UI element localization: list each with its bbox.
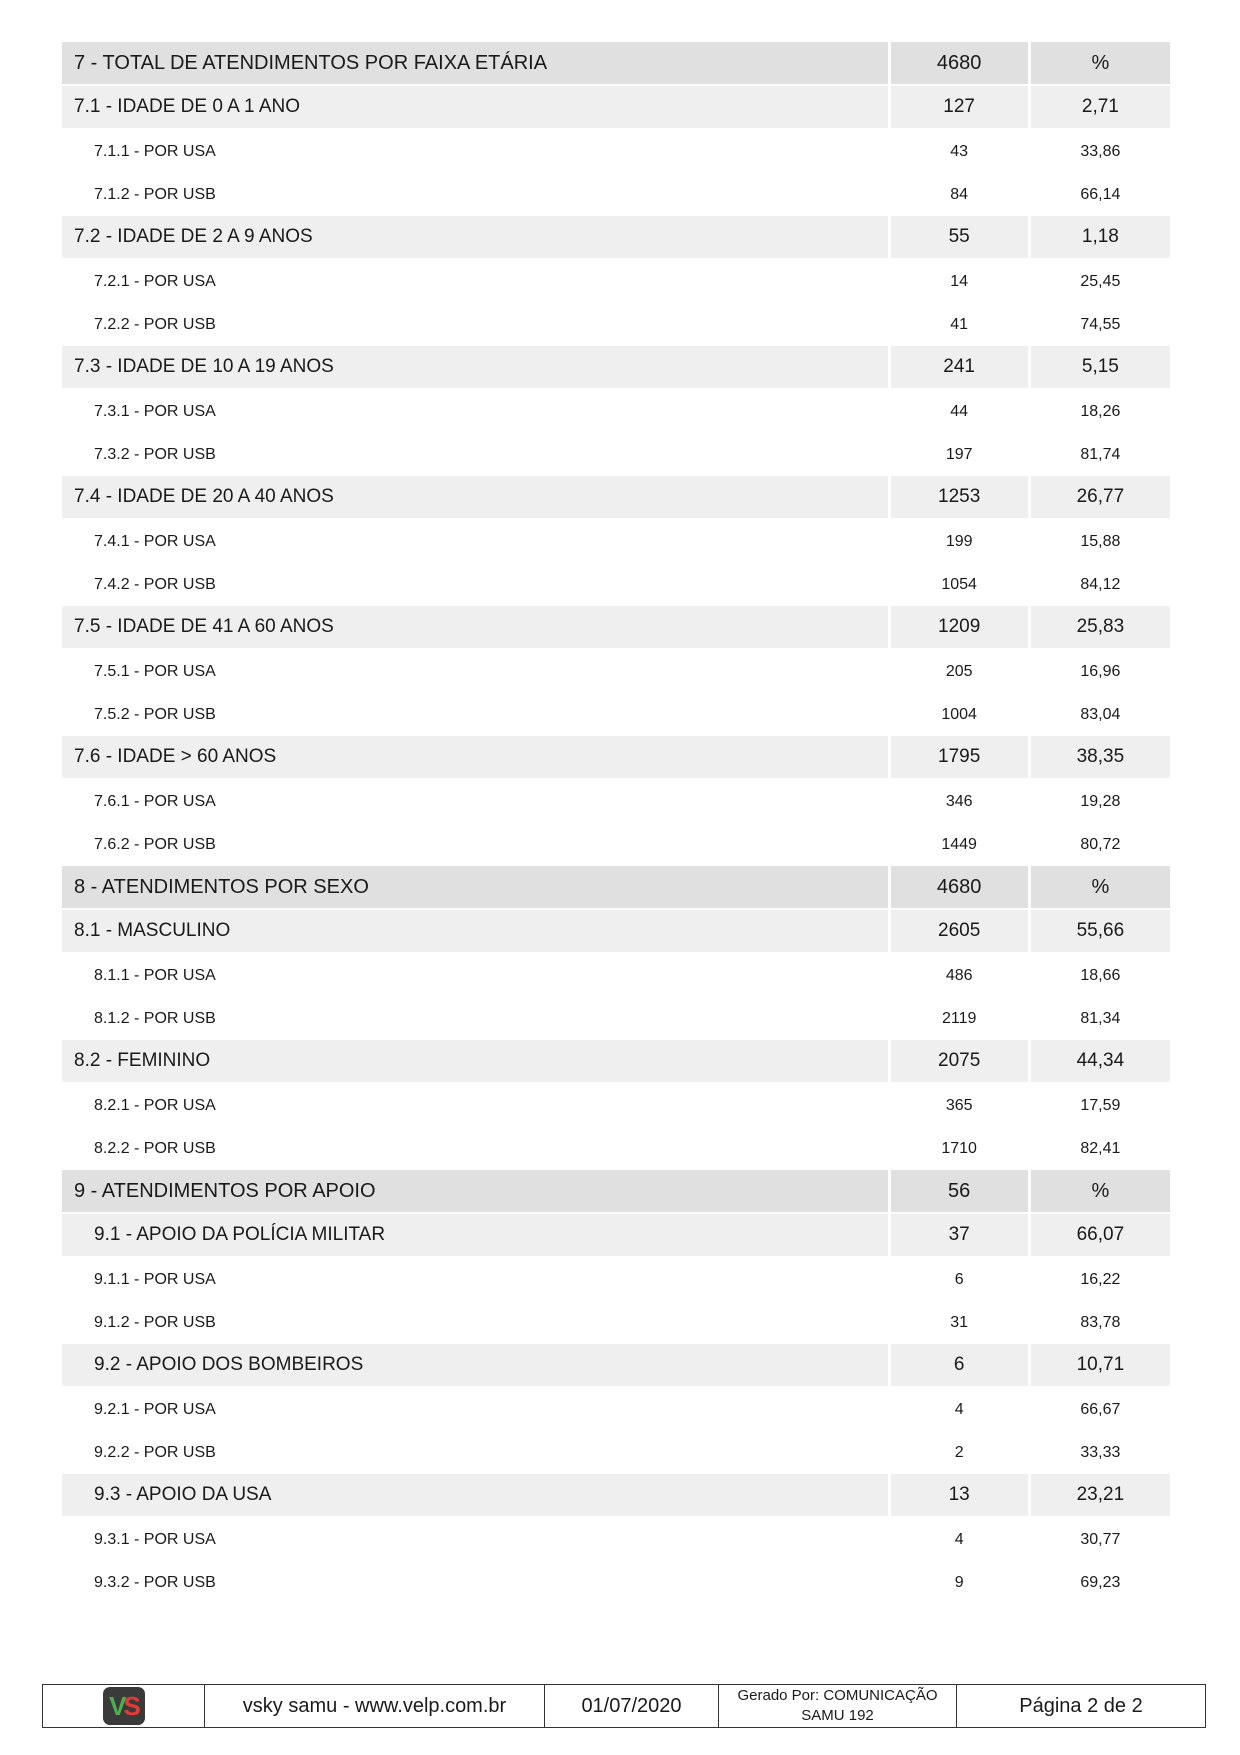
item-row [62, 390, 1170, 433]
row-value: 56 [891, 1170, 1028, 1212]
row-label: 7 - TOTAL DE ATENDIMENTOS POR FAIXA ETÁRIA [62, 42, 888, 84]
row-value: 14 [950, 272, 969, 290]
row-label: 8.1.2 - POR USB [94, 1010, 216, 1027]
group-row [62, 476, 1170, 518]
row-label: 7.6.2 - POR USB [94, 836, 216, 853]
row-percent: 83,04 [1080, 705, 1121, 723]
item-row [62, 130, 1170, 173]
group-row [62, 1040, 1170, 1082]
row-percent: 81,34 [1080, 1009, 1121, 1027]
row-label: 7.2.2 - POR USB [94, 316, 216, 333]
item-row [62, 1258, 1170, 1301]
row-label: 8.2 - FEMININO [62, 1040, 888, 1082]
row-label: 7.3.1 - POR USA [94, 403, 216, 420]
row-value: 1004 [941, 705, 977, 723]
row-value: 6 [891, 1344, 1028, 1386]
row-value: 1795 [891, 736, 1028, 778]
row-label: 7.6 - IDADE > 60 ANOS [62, 736, 888, 778]
row-label: 9.3 - APOIO DA USA [62, 1474, 888, 1516]
footer-logo-cell [43, 1685, 205, 1727]
row-label: 9.2.1 - POR USA [94, 1401, 216, 1418]
group-row [62, 1474, 1170, 1516]
vs-logo-icon [103, 1687, 145, 1725]
row-value: 127 [891, 86, 1028, 128]
row-label: 7.3 - IDADE DE 10 A 19 ANOS [62, 346, 888, 388]
row-percent: 17,59 [1080, 1096, 1121, 1114]
section-header-row [62, 1170, 1170, 1212]
row-value: 4680 [891, 866, 1028, 908]
row-value: 1054 [941, 575, 977, 593]
item-row [62, 433, 1170, 476]
row-value: 37 [891, 1214, 1028, 1256]
row-label: 8.1 - MASCULINO [62, 910, 888, 952]
page-footer [42, 1684, 1206, 1728]
row-percent: 33,86 [1080, 142, 1121, 160]
row-percent: 80,72 [1080, 835, 1121, 853]
row-value: 55 [891, 216, 1028, 258]
row-value: 2605 [891, 910, 1028, 952]
row-label: 9 - ATENDIMENTOS POR APOIO [62, 1170, 888, 1212]
report-table [62, 42, 1170, 1604]
row-label: 7.4.2 - POR USB [94, 576, 216, 593]
section-header-row [62, 866, 1170, 908]
item-row [62, 303, 1170, 346]
row-label: 7.4.1 - POR USA [94, 533, 216, 550]
row-percent: 10,71 [1031, 1344, 1170, 1386]
row-percent: 18,66 [1080, 966, 1121, 984]
item-row [62, 693, 1170, 736]
row-value: 31 [950, 1313, 969, 1331]
row-percent: % [1031, 42, 1170, 84]
row-percent: 74,55 [1080, 315, 1121, 333]
row-value: 486 [945, 966, 973, 984]
row-percent: 38,35 [1031, 736, 1170, 778]
item-row [62, 650, 1170, 693]
row-percent: 23,21 [1031, 1474, 1170, 1516]
row-label: 7.4 - IDADE DE 20 A 40 ANOS [62, 476, 888, 518]
row-value: 9 [954, 1573, 964, 1591]
row-percent: % [1031, 1170, 1170, 1212]
row-label: 7.5 - IDADE DE 41 A 60 ANOS [62, 606, 888, 648]
group-row [62, 346, 1170, 388]
row-value: 4680 [891, 42, 1028, 84]
row-percent: 1,18 [1031, 216, 1170, 258]
item-row [62, 520, 1170, 563]
row-label: 7.1.1 - POR USA [94, 143, 216, 160]
item-row [62, 1431, 1170, 1474]
row-percent: 33,33 [1080, 1443, 1121, 1461]
item-row [62, 1518, 1170, 1561]
row-value: 365 [945, 1096, 973, 1114]
footer-page-number: Página 2 de 2 [1019, 1694, 1143, 1717]
row-percent: 25,83 [1031, 606, 1170, 648]
row-percent: 26,77 [1031, 476, 1170, 518]
item-row [62, 954, 1170, 997]
footer-generated-by [719, 1685, 957, 1727]
row-percent: 84,12 [1080, 575, 1121, 593]
group-row [62, 736, 1170, 778]
row-label: 9.3.1 - POR USA [94, 1531, 216, 1548]
row-value: 2119 [941, 1009, 977, 1027]
row-value: 4 [954, 1400, 964, 1418]
logo-letter-s: S [123, 1690, 138, 1721]
item-row [62, 780, 1170, 823]
row-label: 8.2.2 - POR USB [94, 1140, 216, 1157]
footer-generated-line2: SAMU 192 [801, 1707, 874, 1724]
row-label: 7.3.2 - POR USB [94, 446, 216, 463]
row-percent: 25,45 [1080, 272, 1121, 290]
row-value: 41 [950, 315, 969, 333]
group-row [62, 1344, 1170, 1386]
item-row [62, 1388, 1170, 1431]
item-row [62, 1127, 1170, 1170]
row-label: 7.2.1 - POR USA [94, 273, 216, 290]
row-value: 197 [945, 445, 973, 463]
footer-date: 01/07/2020 [545, 1685, 719, 1727]
footer-site: vsky samu - www.velp.com.br [205, 1685, 545, 1727]
row-value: 43 [950, 142, 969, 160]
row-value: 4 [954, 1530, 964, 1548]
item-row [62, 823, 1170, 866]
row-label: 7.1 - IDADE DE 0 A 1 ANO [62, 86, 888, 128]
row-label: 7.5.1 - POR USA [94, 663, 216, 680]
row-label: 8 - ATENDIMENTOS POR SEXO [62, 866, 888, 908]
row-value: 1449 [941, 835, 977, 853]
row-percent: 55,66 [1031, 910, 1170, 952]
row-value: 2075 [891, 1040, 1028, 1082]
row-label: 7.2 - IDADE DE 2 A 9 ANOS [62, 216, 888, 258]
row-label: 7.6.1 - POR USA [94, 793, 216, 810]
row-percent: 66,67 [1080, 1400, 1121, 1418]
row-percent: 66,14 [1080, 185, 1121, 203]
row-label: 9.2.2 - POR USB [94, 1444, 216, 1461]
row-percent: 81,74 [1080, 445, 1121, 463]
row-value: 1209 [891, 606, 1028, 648]
row-value: 6 [954, 1270, 964, 1288]
row-percent: 30,77 [1080, 1530, 1121, 1548]
item-row [62, 997, 1170, 1040]
item-row [62, 1301, 1170, 1344]
row-label: 7.1.2 - POR USB [94, 186, 216, 203]
section-header-row [62, 42, 1170, 84]
row-percent: 16,96 [1080, 662, 1121, 680]
row-percent: 44,34 [1031, 1040, 1170, 1082]
row-percent: 18,26 [1080, 402, 1121, 420]
row-value: 2 [954, 1443, 964, 1461]
group-row [62, 86, 1170, 128]
row-percent: 5,15 [1031, 346, 1170, 388]
row-percent: 83,78 [1080, 1313, 1121, 1331]
row-percent: % [1031, 866, 1170, 908]
row-percent: 82,41 [1080, 1139, 1121, 1157]
row-percent: 15,88 [1080, 532, 1121, 550]
row-label: 8.2.1 - POR USA [94, 1097, 216, 1114]
item-row [62, 260, 1170, 303]
row-percent: 19,28 [1080, 792, 1121, 810]
group-row [62, 910, 1170, 952]
row-label: 9.1.2 - POR USB [94, 1314, 216, 1331]
row-percent: 66,07 [1031, 1214, 1170, 1256]
row-value: 44 [950, 402, 969, 420]
row-value: 241 [891, 346, 1028, 388]
row-percent: 16,22 [1080, 1270, 1121, 1288]
row-label: 9.2 - APOIO DOS BOMBEIROS [62, 1344, 888, 1386]
row-label: 9.1.1 - POR USA [94, 1271, 216, 1288]
group-row [62, 1214, 1170, 1256]
row-value: 199 [945, 532, 973, 550]
row-value: 1253 [891, 476, 1028, 518]
row-value: 205 [945, 662, 973, 680]
row-percent: 2,71 [1031, 86, 1170, 128]
row-value: 13 [891, 1474, 1028, 1516]
group-row [62, 216, 1170, 258]
row-label: 9.1 - APOIO DA POLÍCIA MILITAR [62, 1214, 888, 1256]
row-percent: 69,23 [1080, 1573, 1121, 1591]
logo-letter-v: V [109, 1690, 124, 1721]
item-row [62, 563, 1170, 606]
item-row [62, 173, 1170, 216]
item-row [62, 1561, 1170, 1604]
group-row [62, 606, 1170, 648]
item-row [62, 1084, 1170, 1127]
row-value: 1710 [941, 1139, 977, 1157]
row-label: 9.3.2 - POR USB [94, 1574, 216, 1591]
row-value: 346 [945, 792, 973, 810]
row-label: 7.5.2 - POR USB [94, 706, 216, 723]
row-value: 84 [950, 185, 969, 203]
footer-generated-line1: Gerado Por: COMUNICAÇÃO [737, 1687, 938, 1704]
row-label: 8.1.1 - POR USA [94, 967, 216, 984]
